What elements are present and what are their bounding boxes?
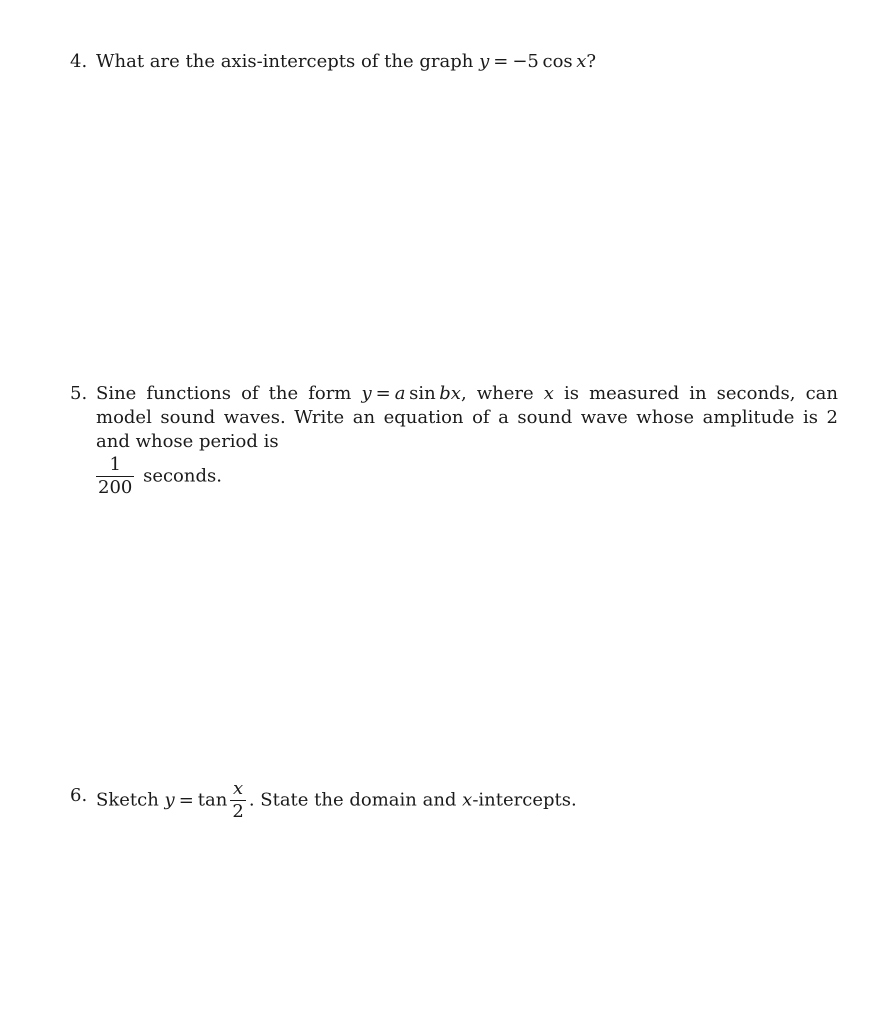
math-var: bx	[439, 383, 461, 404]
problem-6	[70, 780, 838, 821]
math-operator: =	[375, 383, 391, 404]
fraction-denominator: 200	[98, 477, 133, 498]
math-var: x	[576, 51, 587, 72]
problem-number: 5.	[70, 383, 88, 404]
fraction-numerator: x	[230, 780, 245, 801]
math-var: y	[479, 51, 490, 72]
math-var: a	[394, 383, 406, 404]
math-operator: =	[178, 789, 194, 811]
math-coefficient: −5	[512, 51, 539, 72]
math-operator: =	[493, 51, 509, 72]
text: , where	[460, 383, 544, 404]
problem-5	[70, 382, 838, 497]
math-var: y	[361, 383, 372, 404]
math-function: cos	[542, 51, 573, 72]
text: . State the domain and	[248, 789, 463, 811]
math-var: x	[543, 383, 554, 404]
math-function: sin	[409, 383, 436, 404]
text: Sketch	[96, 789, 165, 811]
problem-text	[96, 382, 838, 454]
text: What are the axis-intercepts of the graph	[96, 51, 480, 72]
problem-text	[96, 780, 838, 821]
fraction-denominator: 2	[232, 801, 244, 822]
text: seconds.	[137, 465, 222, 487]
fraction	[96, 456, 134, 497]
text: ?	[586, 51, 597, 72]
problem-number: 4.	[70, 51, 88, 72]
text: -intercepts.	[472, 789, 577, 811]
fraction	[230, 780, 245, 821]
math-var: y	[164, 789, 175, 811]
fraction-numerator: 1	[96, 456, 134, 477]
text: Sine functions of the form	[96, 383, 362, 404]
fraction-line	[96, 456, 838, 497]
math-var: x	[462, 789, 473, 811]
math-function: tan	[197, 789, 228, 811]
problem-text	[96, 50, 838, 74]
problem-number: 6.	[70, 785, 88, 806]
text: is measured in seconds, can model sound waves. Write an equation of a sound wave whose amplitude is 2 and whose period is	[96, 383, 838, 452]
problem-4	[70, 50, 838, 74]
